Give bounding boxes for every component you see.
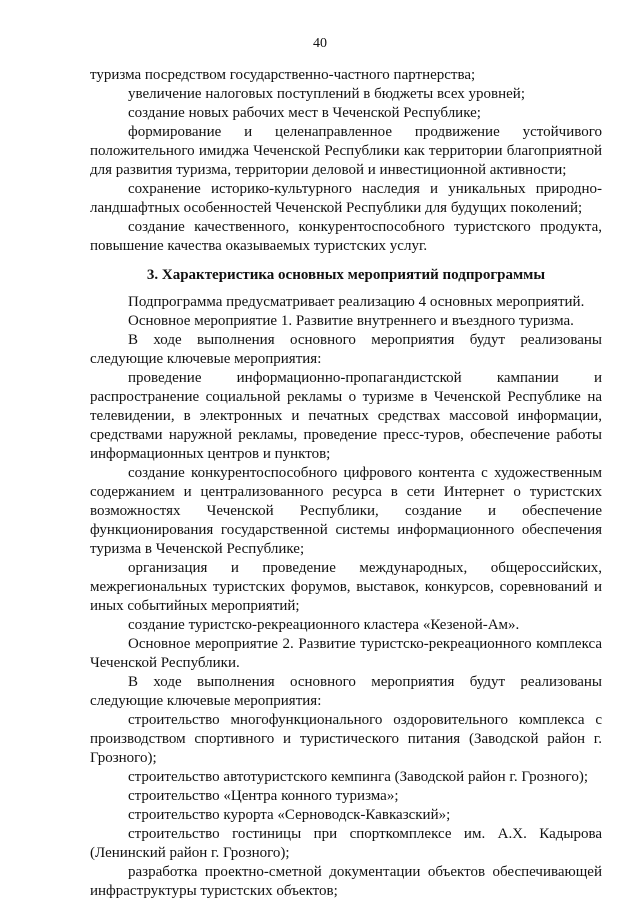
- section-heading: 3. Характеристика основных мероприятий подпрограммы: [146, 267, 546, 283]
- paragraph: В ходе выполнения основного мероприятия будут реализованы следующие ключевые мероприятия:: [90, 674, 602, 709]
- page-number: 40: [313, 36, 327, 51]
- paragraph: строительство гостиницы при спорткомплексе им. А.Х. Кадырова (Ленинский район г. Грозного);: [90, 826, 602, 861]
- paragraph: В ходе выполнения основного мероприятия будут реализованы следующие ключевые мероприятия:: [90, 332, 602, 367]
- paragraph: сохранение историко-культурного наследия и уникальных природно-ландшафтных особенностей Чеченской Республики для будущих поколений;: [90, 181, 602, 216]
- paragraph: Основное мероприятие 2. Развитие туристско-рекреационного комплекса Чеченской Республики.: [90, 636, 602, 671]
- paragraph: разработка проектно-сметной документации объектов обеспечивающей инфраструктуры туристских объектов;: [90, 864, 602, 899]
- paragraph: создание новых рабочих мест в Чеченской Республике;: [128, 105, 481, 121]
- paragraph: Подпрограмма предусматривает реализацию 4 основных мероприятий.: [128, 294, 585, 310]
- paragraph: организация и проведение международных, общероссийских, межрегиональных туристских форумов, выставок, конкурсов, соревнований и иных событийных мероприятий;: [90, 560, 602, 614]
- paragraph: создание качественного, конкурентоспособного туристского продукта, повышение качества оказываемых туристских услуг.: [90, 219, 602, 254]
- paragraph: туризма посредством государственно-частного партнерства;: [90, 67, 476, 83]
- paragraph: проведение информационно-пропагандистской кампании и распространение социальной рекламы о туризме в Чеченской Республике на телевидении, в электронных и печатных средствах массовой информации, средствами наружной рекламы, проведение пресс-туров, обеспечение работы информационных центров и пунктов;: [90, 370, 602, 462]
- paragraph: создание конкурентоспособного цифрового контента с художественным содержанием и централизованного ресурса в сети Интернет о туристских возможностях Чеченской Республики, создание и обеспечение функционирования государственной системы информационного обеспечения туризма в Чеченской Республике;: [90, 465, 602, 557]
- paragraph: строительство автотуристского кемпинга (Заводской район г. Грозного);: [128, 769, 588, 785]
- paragraph: формирование и целенаправленное продвижение устойчивого положительного имиджа Чеченской Республики как территории благоприятной для развития туризма, территории деловой и инвестиционной активности;: [90, 124, 602, 178]
- paragraph: увеличение налоговых поступлений в бюджеты всех уровней;: [128, 86, 525, 102]
- paragraph: строительство многофункционального оздоровительного комплекса с производством спортивного и туристического питания (Заводской район г. Грозного);: [90, 712, 602, 766]
- paragraph: Основное мероприятие 1. Развитие внутреннего и въездного туризма.: [128, 313, 574, 329]
- paragraph: строительство курорта «Серноводск-Кавказский»;: [128, 807, 451, 823]
- paragraph: строительство «Центра конного туризма»;: [128, 788, 399, 804]
- paragraph: создание туристско-рекреационного кластера «Кезеной-Ам».: [128, 617, 520, 633]
- body-text: [90, 66, 602, 901]
